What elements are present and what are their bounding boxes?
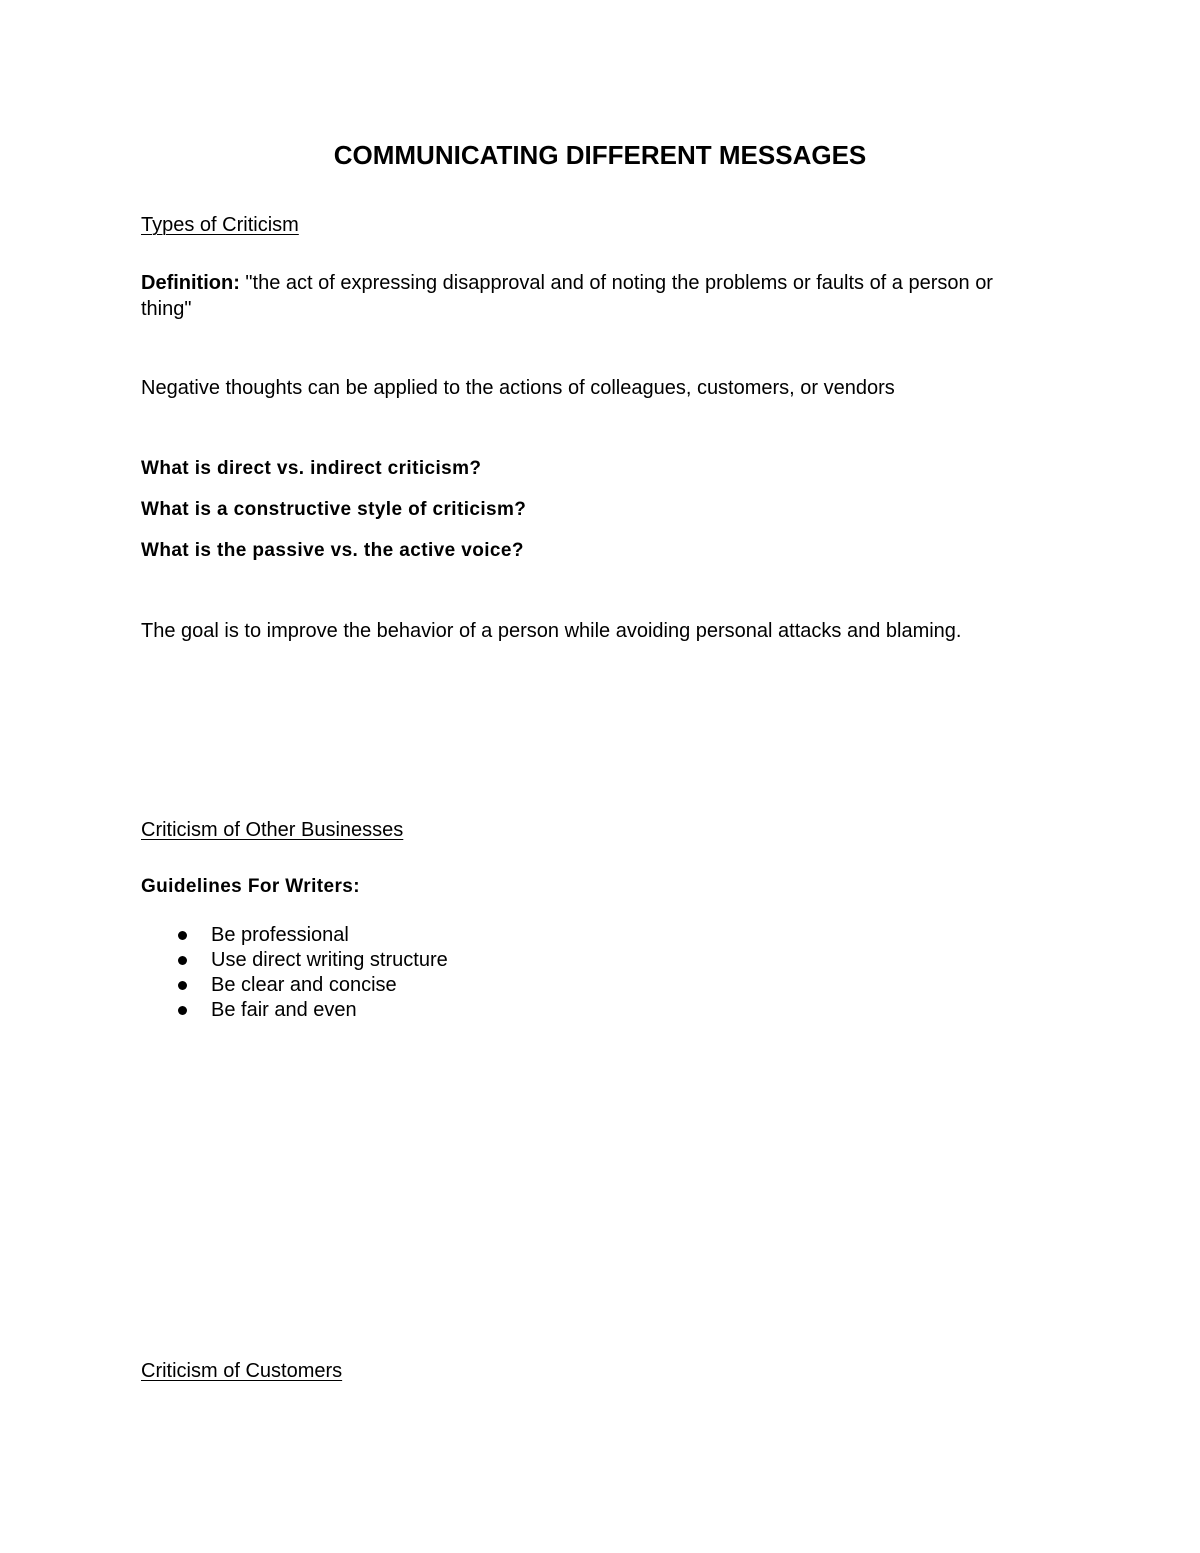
bullet-icon [178, 981, 187, 990]
section-heading-other-businesses: Criticism of Other Businesses [141, 819, 404, 841]
bullet-icon [178, 931, 187, 940]
bullet-icon [178, 956, 187, 965]
list-item [141, 973, 448, 998]
list-item [141, 923, 448, 948]
page-title: COMMUNICATING DIFFERENT MESSAGES [333, 140, 867, 170]
guidelines-list [141, 923, 448, 1023]
list-item-text: Be professional [211, 924, 349, 946]
list-item [141, 998, 448, 1023]
definition-text: "the act of expressing disapproval and of noting the problems or faults of a person or thing" [141, 272, 993, 320]
question-constructive-style: What is a constructive style of criticism? [141, 499, 527, 520]
definition-label: Definition: [141, 272, 240, 294]
bullet-icon [178, 1006, 187, 1015]
list-item-text: Be fair and even [211, 999, 357, 1021]
question-direct-indirect: What is direct vs. indirect criticism? [141, 458, 482, 479]
list-item-text: Use direct writing structure [211, 949, 448, 971]
list-item [141, 948, 448, 973]
definition-paragraph [141, 270, 1041, 322]
section-heading-types-of-criticism: Types of Criticism [141, 214, 299, 236]
section-heading-customers: Criticism of Customers [141, 1360, 343, 1382]
list-item-text: Be clear and concise [211, 974, 397, 996]
question-passive-active-voice: What is the passive vs. the active voice? [141, 540, 524, 561]
negative-thoughts-paragraph: Negative thoughts can be applied to the actions of colleagues, customers, or vendors [141, 377, 895, 399]
guidelines-label: Guidelines For Writers: [141, 876, 360, 897]
goal-paragraph: The goal is to improve the behavior of a person while avoiding personal attacks and blaming. [141, 620, 962, 642]
